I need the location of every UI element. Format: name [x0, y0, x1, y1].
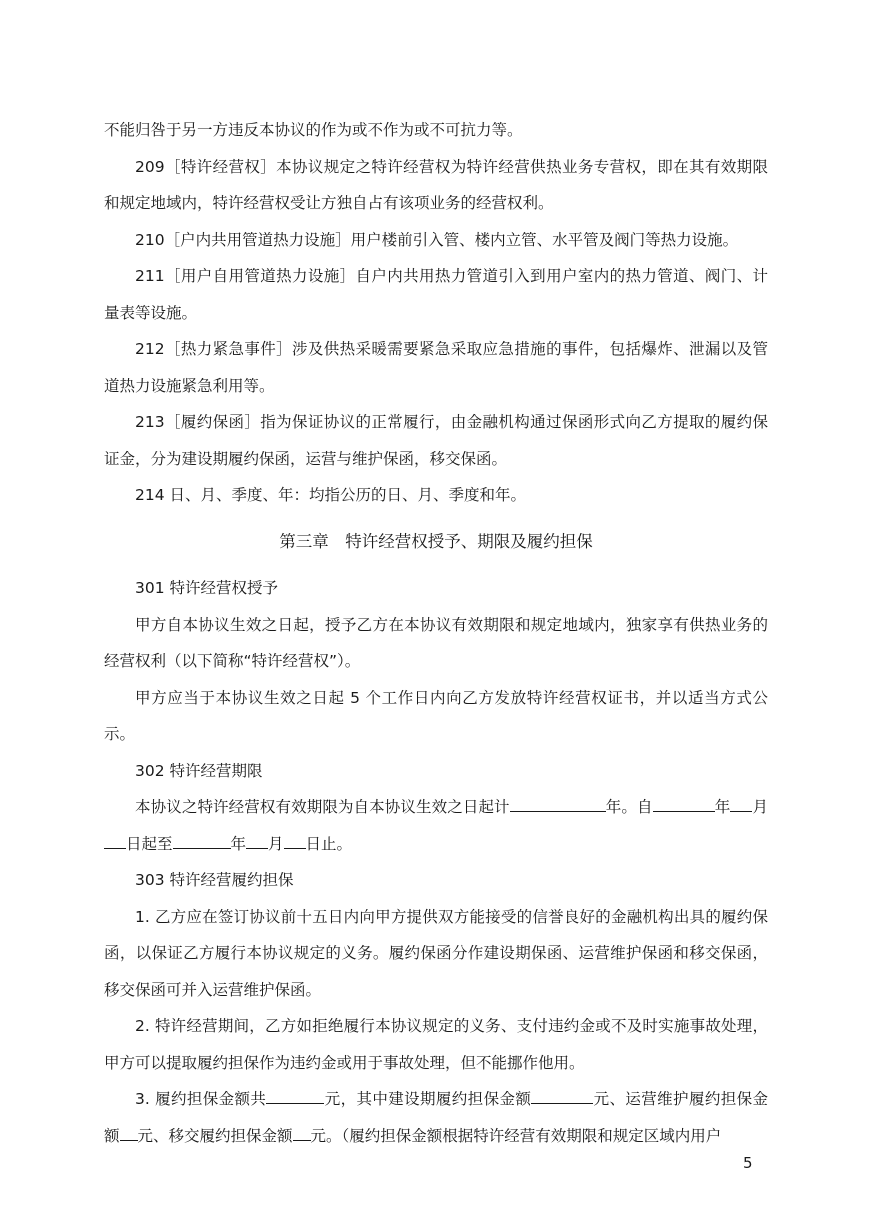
section-301-para-1: 甲方自本协议生效之日起，授予乙方在本协议有效期限和规定地域内，独家享有供热业务的经营权利（以下简称“特许经营权”）。: [104, 615, 768, 670]
section-302-heading: 302 特许经营期限: [135, 761, 263, 780]
blank-end-year: [173, 832, 231, 849]
section-303-item-3: 3. 履约担保金额共 元，其中建设期履约担保金额 元、运营维护履约担保金额 元、移交履约担保金额 元。（履约担保金额根据特许经营有效期限和规定区域内用户: [104, 1081, 768, 1154]
blank-total-amount: [266, 1087, 324, 1104]
section-302-term: 本协议之特许经营权有效期限为自本协议生效之日起计 年。自 年 月日起至 年 月 日止。: [104, 789, 768, 862]
clause-214: 214 日、月、季度、年：均指公历的日、月、季度和年。: [135, 486, 527, 504]
clause-210: 210［户内共用管道热力设施］用户楼前引入管、楼内立管、水平管及阀门等热力设施。: [135, 230, 739, 249]
section-303-item-2: 2. 特许经营期间，乙方如拒绝履行本协议规定的义务、支付违约金或不及时实施事故处理，甲方可以提取履约担保作为违约金或用于事故处理，但不能挪作他用。: [104, 1017, 768, 1072]
blank-years: [510, 795, 606, 812]
clause-212: 212［热力紧急事件］涉及供热采暖需要紧急采取应急措施的事件，包括爆炸、泄漏以及管道热力设施紧急利用等。: [104, 340, 768, 395]
clause-213: 213［履约保函］指为保证协议的正常履行，由金融机构通过保函形式向乙方提取的履约保证金，分为建设期履约保函，运营与维护保函，移交保函。: [104, 413, 768, 468]
clause-211: 211［用户自用管道热力设施］自户内共用热力管道引入到用户室内的热力管道、阀门、计量表等设施。: [104, 267, 768, 322]
section-303-item-1: 1. 乙方应在签订协议前十五日内向甲方提供双方能接受的信誉良好的金融机构出具的履约保函，以保证乙方履行本协议规定的义务。履约保函分作建设期保函、运营维护保函和移交保函，移交保函可并入运营维护保函。: [104, 907, 768, 999]
blank-construction-amount: [531, 1087, 593, 1104]
section-301-heading: 301 特许经营权授予: [135, 579, 279, 597]
paragraph-continuation: 不能归咎于另一方违反本协议的作为或不作为或不可抗力等。: [104, 121, 523, 139]
chapter-heading: 第三章 特许经营权授予、期限及履约担保: [279, 531, 593, 551]
page-number: 5: [743, 1154, 753, 1172]
blank-start-month: [730, 795, 752, 812]
blank-end-month: [246, 832, 268, 849]
section-303-heading: 303 特许经营履约担保: [135, 871, 294, 889]
blank-start-year: [653, 795, 715, 812]
body-text: [104, 112, 768, 1154]
blank-transfer-amount: [293, 1124, 311, 1141]
blank-end-day: [284, 832, 306, 849]
section-301-para-2: 甲方应当于本协议生效之日起 5 个工作日内向乙方发放特许经营权证书，并以适当方式公示。: [104, 688, 768, 743]
blank-start-day: [104, 832, 126, 849]
clause-209: 209［特许经营权］本协议规定之特许经营权为特许经营供热业务专营权，即在其有效期限和规定地域内，特许经营权受让方独自占有该项业务的经营权利。: [104, 157, 768, 212]
blank-operation-amount: [120, 1124, 138, 1141]
